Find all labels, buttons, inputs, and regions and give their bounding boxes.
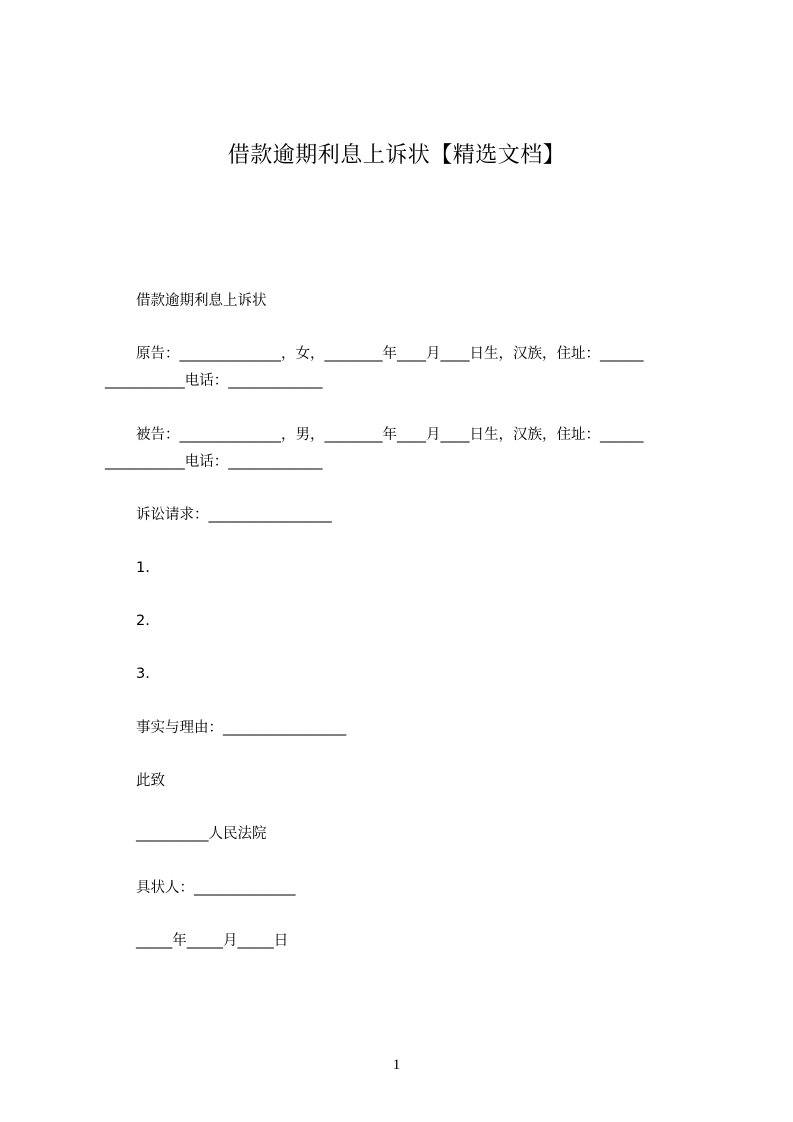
facts-label: 事实与理由：_________________ [136, 720, 347, 736]
claim-item-1: 1. [136, 560, 150, 576]
claims-label: 诉讼请求：_________________ [136, 507, 332, 523]
plaintiff-line-2: ___________电话：_____________ [105, 373, 323, 389]
page-number: 1 [392, 1057, 401, 1073]
claim-item-3: 3. [136, 666, 150, 682]
page-title: 借款逾期利息上诉状【精选文档】 [227, 143, 566, 168]
closing-text: 此致 [136, 773, 165, 789]
document-heading: 借款逾期利息上诉状 [136, 293, 267, 309]
plaintiff-line-1: 原告：______________，女，________年____月____日生，汉族，住址：______ [136, 346, 644, 362]
defendant-line-2: ___________电话：_____________ [105, 454, 323, 470]
date-line: _____年_____月_____日 [136, 933, 289, 949]
defendant-line-1: 被告：______________，男，________年____月____日生，汉族，住址：______ [136, 427, 644, 443]
claim-item-2: 2. [136, 613, 150, 629]
court-line: __________人民法院 [136, 826, 267, 842]
signer-line: 具状人：______________ [136, 880, 296, 896]
